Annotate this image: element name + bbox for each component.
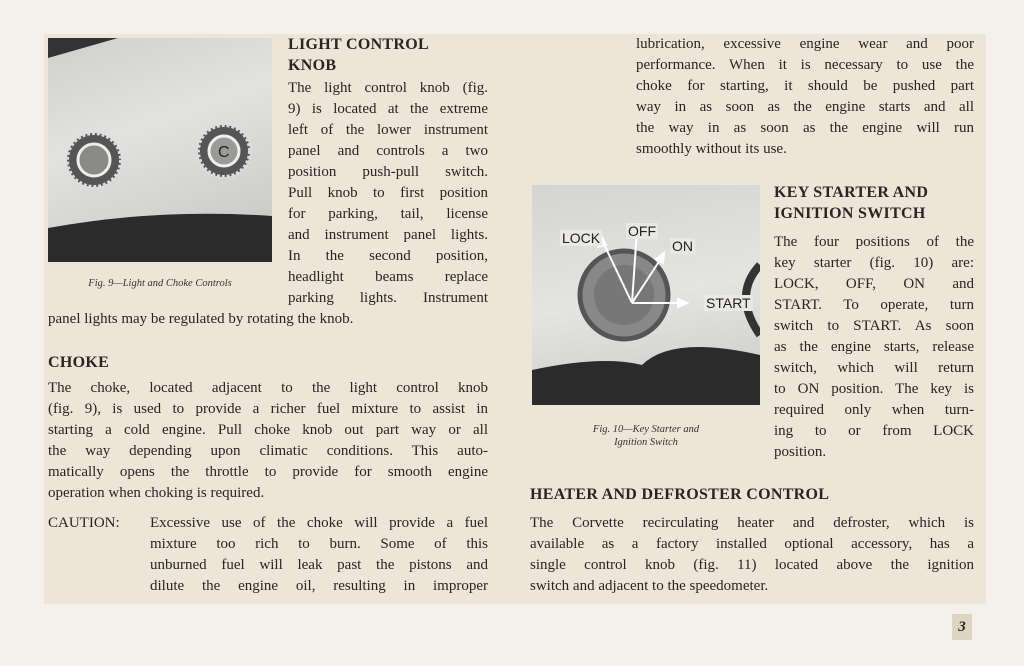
caution-label: CAUTION: [48, 515, 120, 531]
choke-heading: CHOKE [48, 354, 110, 371]
text-line: switch, which will return [774, 360, 974, 376]
text-line: operation when choking is required. [48, 485, 265, 501]
text-line: position push-pull switch. [288, 164, 488, 180]
text-line: to ON position. The key is [774, 381, 974, 397]
fig-label-start: START [706, 295, 751, 311]
text-line: matically opens the throttle to provide for smooth engine [48, 464, 488, 480]
text-line: The light control knob (fig. [288, 80, 488, 96]
text-line: LOCK, OFF, ON and [774, 276, 974, 292]
fig-label-on: ON [672, 238, 693, 254]
text-line: mixture too rich to burn. Some of this [150, 536, 488, 552]
caution-body [150, 513, 488, 597]
text-line: key starter (fig. 10) are: [774, 255, 974, 271]
text-line: panel lights may be regulated by rotating the knob. [48, 311, 354, 327]
key-starter-body [774, 232, 974, 463]
fig-label-off: OFF [628, 223, 656, 239]
page-number: 3 [952, 614, 972, 640]
text-line: required only when turn- [774, 402, 974, 418]
text-line: single control knob (fig. 11) located above the ignition [530, 557, 974, 573]
light-control-heading-1: LIGHT CONTROL [288, 36, 429, 53]
text-line: dilute the engine oil, resulting in improper [150, 578, 488, 594]
choke-body [48, 378, 488, 504]
knobs-illustration [48, 38, 272, 262]
text-line: for parking, tail, license [288, 206, 488, 222]
text-line: performance. When it is necessary to use the [636, 57, 974, 73]
heater-heading: HEATER AND DEFROSTER CONTROL [530, 486, 830, 503]
text-line: smoothly without its use. [636, 141, 787, 157]
light-control-body [288, 78, 488, 309]
key-starter-heading-2: IGNITION SWITCH [774, 205, 926, 222]
continued-body [636, 34, 974, 160]
key-starter-heading-1: KEY STARTER AND [774, 184, 929, 201]
text-line: as the engine starts, release [774, 339, 974, 355]
text-line: ing to or from LOCK [774, 423, 974, 439]
text-line: The four positions of the [774, 234, 974, 250]
text-line: Excessive use of the choke will provide a fuel [150, 515, 488, 531]
text-line: lubrication, excessive engine wear and poor [636, 36, 974, 52]
heater-body [530, 513, 974, 597]
fig-label-lock: LOCK [562, 230, 601, 246]
text-line: The choke, located adjacent to the light control knob [48, 380, 488, 396]
text-line: parking lights. Instrument [288, 290, 488, 306]
figure-9-caption: Fig. 9—Light and Choke Controls [88, 278, 232, 289]
text-line: choke for starting, it should be pushed part [636, 78, 974, 94]
figure-10-caption-1: Fig. 10—Key Starter and [592, 424, 700, 435]
text-line: START. To operate, turn [774, 297, 974, 313]
svg-text:C: C [218, 144, 230, 161]
text-line: left of the lower instrument [288, 122, 488, 138]
text-line: headlight beams replace [288, 269, 488, 285]
text-line: position. [774, 444, 827, 460]
text-line: switch and adjacent to the speedometer. [530, 578, 769, 594]
text-line: available as a factory installed optional accessory, has a [530, 536, 974, 552]
text-line: unburned fuel will leak past the pistons and [150, 557, 488, 573]
text-line: Pull knob to first position [288, 185, 488, 201]
text-line: and instrument panel lights. [288, 227, 488, 243]
text-line: the way depending upon climatic conditions. This auto- [48, 443, 488, 459]
text-line: The Corvette recirculating heater and defroster, which is [530, 515, 974, 531]
text-line: 9) is located at the extreme [288, 101, 488, 117]
text-line: panel and controls a two [288, 143, 488, 159]
text-line: way in as soon as the engine starts and all [636, 99, 974, 115]
text-line: the way in as soon as the engine will run [636, 120, 974, 136]
figure-10-caption-2: Ignition Switch [614, 437, 678, 448]
text-line: switch to START. As soon [774, 318, 974, 334]
text-line: In the second position, [288, 248, 488, 264]
text-line: (fig. 9), is used to provide a richer fuel mixture to assist in [48, 401, 488, 417]
text-line: starting a cold engine. Pull choke knob out part way or all [48, 422, 488, 438]
light-control-heading-2: KNOB [288, 57, 337, 74]
figure-10-key-starter-photo [532, 185, 760, 405]
figure-9-light-choke-photo [48, 38, 272, 262]
light-control-last-line [48, 309, 353, 330]
